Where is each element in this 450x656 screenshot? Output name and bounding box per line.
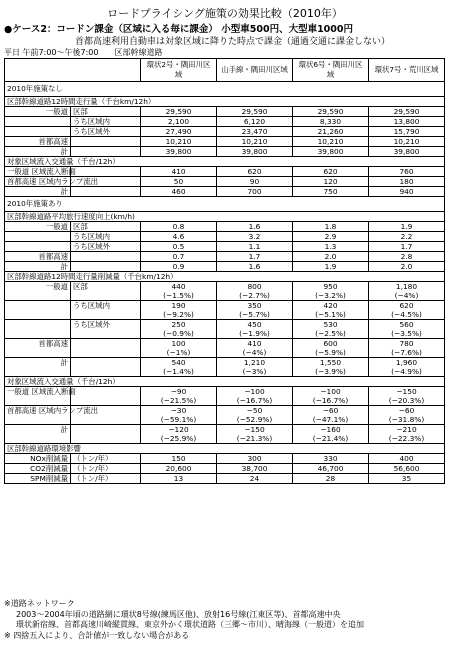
cell-value: 760 xyxy=(369,167,445,177)
cell-value: 0.8 xyxy=(141,222,217,232)
cell-value: 450 xyxy=(217,320,293,330)
cell-percent: (−16.7%) xyxy=(217,396,293,406)
note-network-line-2: 環状新宿線、首都高速川崎縦貫線、東京外かく環状道路（三郷～市川）、晴海線（一般道）を追加 xyxy=(16,620,364,629)
cell-value: 190 xyxy=(141,301,217,311)
row-label: 計 xyxy=(5,187,71,197)
note-network-heading: ※道路ネットワーク xyxy=(4,599,75,608)
cell-value: 27,490 xyxy=(141,127,217,137)
table-row xyxy=(5,406,445,416)
page-title: ロードプライシング施策の効果比較（2010年） xyxy=(107,7,343,20)
cell-value: 10,210 xyxy=(217,137,293,147)
row-label: 計 xyxy=(5,358,71,377)
cell-value: 2.9 xyxy=(293,232,369,242)
table-row xyxy=(5,301,445,311)
cell-value: 1,210 xyxy=(217,358,293,368)
table-row xyxy=(5,474,445,484)
cell-value: 530 xyxy=(293,320,369,330)
cell-percent: (−3.2%) xyxy=(293,291,369,301)
cell-value: 700 xyxy=(217,187,293,197)
cell-value: 940 xyxy=(369,187,445,197)
row-sublabel xyxy=(71,137,141,147)
cell-value: 39,800 xyxy=(217,147,293,157)
cell-value: 50 xyxy=(141,177,217,187)
cell-value: 39,800 xyxy=(369,147,445,157)
cell-value: 2.8 xyxy=(369,252,445,262)
table-row xyxy=(5,107,445,117)
group-title: 対象区域流入交通量（千台/12h） xyxy=(5,377,445,387)
cell-value: 10,210 xyxy=(369,137,445,147)
cell-value: 10,210 xyxy=(141,137,217,147)
column-header: 山手線・隅田川区域 xyxy=(217,59,293,82)
row-label: 首都高速 区域内ランプ流出 xyxy=(5,406,71,425)
row-label: 首都高速 xyxy=(5,252,71,262)
row-label xyxy=(5,232,71,242)
cell-value: 10,210 xyxy=(293,137,369,147)
group-title-row xyxy=(5,272,445,282)
row-label xyxy=(5,301,71,320)
cell-percent: (−21.3%) xyxy=(217,434,293,444)
row-label: 計 xyxy=(5,425,71,444)
row-label xyxy=(5,117,71,127)
row-sublabel: うち区域内 xyxy=(71,232,141,242)
table-row xyxy=(5,232,445,242)
table-row xyxy=(5,252,445,262)
group-title: 対象区域流入交通量（千台/12h） xyxy=(5,157,445,167)
cell-value: 800 xyxy=(217,282,293,292)
cell-percent: (−3.9%) xyxy=(293,367,369,377)
cell-value: 38,700 xyxy=(217,464,293,474)
cell-value: 400 xyxy=(369,454,445,464)
cell-value: 300 xyxy=(217,454,293,464)
section-heading: 2010年施策なし xyxy=(5,82,445,97)
row-label: 一般道 xyxy=(5,107,71,117)
row-label: 首都高速 区域内ランプ流出 xyxy=(5,177,71,187)
group-title-row xyxy=(5,157,445,167)
group-title-row xyxy=(5,97,445,107)
cell-percent: (−9.2%) xyxy=(141,310,217,320)
cell-value: −50 xyxy=(217,406,293,416)
cell-value: 420 xyxy=(293,301,369,311)
cell-value: −60 xyxy=(369,406,445,416)
cell-value: 46,700 xyxy=(293,464,369,474)
row-sublabel xyxy=(71,425,141,444)
table-row xyxy=(5,387,445,397)
cell-value: 620 xyxy=(369,301,445,311)
row-sublabel xyxy=(71,387,141,406)
table-row xyxy=(5,454,445,464)
cell-percent: (−3.5%) xyxy=(369,329,445,339)
cell-value: 1.9 xyxy=(293,262,369,272)
cell-value: 28 xyxy=(293,474,369,484)
cell-value: 410 xyxy=(141,167,217,177)
cell-value: 29,590 xyxy=(293,107,369,117)
cell-value: 29,590 xyxy=(369,107,445,117)
cell-value: 1,960 xyxy=(369,358,445,368)
table-row xyxy=(5,222,445,232)
cell-value: −150 xyxy=(217,425,293,435)
cell-percent: (−4%) xyxy=(369,291,445,301)
row-sublabel xyxy=(71,252,141,262)
cell-value: 8,330 xyxy=(293,117,369,127)
row-sublabel: うち区域外 xyxy=(71,127,141,137)
cell-percent: (−1%) xyxy=(141,348,217,358)
cell-value: 35 xyxy=(369,474,445,484)
row-sublabel: うち区域外 xyxy=(71,242,141,252)
cell-percent: (−1.5%) xyxy=(141,291,217,301)
cell-value: 330 xyxy=(293,454,369,464)
row-sublabel xyxy=(71,147,141,157)
cell-value: −160 xyxy=(293,425,369,435)
cell-percent: (−5.7%) xyxy=(217,310,293,320)
group-title-row xyxy=(5,377,445,387)
comparison-table-frame xyxy=(4,58,444,484)
cell-value: 3.2 xyxy=(217,232,293,242)
table-row xyxy=(5,464,445,474)
cell-value: 0.9 xyxy=(141,262,217,272)
table-row xyxy=(5,127,445,137)
cell-percent: (−47.1%) xyxy=(293,415,369,425)
row-sublabel: （トン/年） xyxy=(71,474,141,484)
cell-percent: (−59.1%) xyxy=(141,415,217,425)
cell-value: 1.7 xyxy=(217,252,293,262)
cell-value: −100 xyxy=(217,387,293,397)
cell-value: 56,600 xyxy=(369,464,445,474)
cell-value: 560 xyxy=(369,320,445,330)
column-header: 環状6号・隅田川区域 xyxy=(293,59,369,82)
table-row xyxy=(5,167,445,177)
cell-percent: (−3%) xyxy=(217,367,293,377)
row-label xyxy=(5,320,71,339)
cell-value: 950 xyxy=(293,282,369,292)
cell-value: −90 xyxy=(141,387,217,397)
cell-value: −100 xyxy=(293,387,369,397)
cell-percent: (−25.9%) xyxy=(141,434,217,444)
cell-value: 29,590 xyxy=(141,107,217,117)
section-heading: 2010年施策あり xyxy=(5,197,445,212)
cell-value: −210 xyxy=(369,425,445,435)
cell-value: 23,470 xyxy=(217,127,293,137)
cell-value: 250 xyxy=(141,320,217,330)
cell-percent: (−4.5%) xyxy=(369,310,445,320)
cell-value: 1.1 xyxy=(217,242,293,252)
table-row xyxy=(5,187,445,197)
cell-value: 39,800 xyxy=(141,147,217,157)
cell-value: 6,120 xyxy=(217,117,293,127)
group-title-row xyxy=(5,212,445,222)
table-row xyxy=(5,358,445,368)
row-label: SPM削減量 xyxy=(5,474,71,484)
cell-value: 410 xyxy=(217,339,293,349)
cell-value: −150 xyxy=(369,387,445,397)
table-row xyxy=(5,137,445,147)
header-blank xyxy=(5,59,141,82)
cell-value: 90 xyxy=(217,177,293,187)
cell-percent: (−16.7%) xyxy=(293,396,369,406)
time-info: 平日 午前7:00～午後7:00 区部幹線道路 xyxy=(4,48,163,57)
cell-value: 1.6 xyxy=(217,222,293,232)
cell-value: 100 xyxy=(141,339,217,349)
column-header: 環状2号・隅田川区域 xyxy=(141,59,217,82)
row-sublabel: 区部 xyxy=(71,107,141,117)
cell-value: 2,100 xyxy=(141,117,217,127)
cell-value: 1,550 xyxy=(293,358,369,368)
cell-value: 620 xyxy=(293,167,369,177)
row-label: 計 xyxy=(5,262,71,272)
cell-percent: (−0.9%) xyxy=(141,329,217,339)
note-rounding: ※ 四捨五入により、合計値が一致しない場合がある xyxy=(4,630,190,640)
cell-value: −120 xyxy=(141,425,217,435)
table-row xyxy=(5,339,445,349)
group-title: 区部幹線道路平均旅行速度向上(km/h) xyxy=(5,212,445,222)
row-label xyxy=(5,127,71,137)
cell-percent: (−1.9%) xyxy=(217,329,293,339)
cell-percent: (−52.9%) xyxy=(217,415,293,425)
group-title: 区部幹線道路12時間走行量（千台km/12h） xyxy=(5,97,445,107)
row-label: NOx削減量 xyxy=(5,454,71,464)
cell-percent: (−21.4%) xyxy=(293,434,369,444)
subtitle: 首都高速利用自動車は対象区域に降りた時点で課金（通過交通に課金しない） xyxy=(75,37,391,47)
cell-value: 2.2 xyxy=(369,232,445,242)
cell-value: 1.8 xyxy=(293,222,369,232)
cell-percent: (−2.7%) xyxy=(217,291,293,301)
row-sublabel: うち区域外 xyxy=(71,320,141,339)
case-line: ●ケース2：コードン課金（区域に入る毎に課金） 小型車500円、大型車1000円 xyxy=(4,24,354,35)
notes xyxy=(4,599,364,641)
cell-value: 21,260 xyxy=(293,127,369,137)
cell-value: 13 xyxy=(141,474,217,484)
row-sublabel xyxy=(71,167,141,177)
row-label: 一般道 区域流入断面 xyxy=(5,387,71,406)
note-network-line-1: 2003～2004年頃の道路網に環状8号線(練馬区他)、放射16号線(江東区等)、首都高速中央 xyxy=(16,609,341,619)
cell-value: 1.7 xyxy=(369,242,445,252)
cell-percent: (−5.9%) xyxy=(293,348,369,358)
cell-value: 750 xyxy=(293,187,369,197)
row-label: CO2削減量 xyxy=(5,464,71,474)
table-row xyxy=(5,320,445,330)
cell-value: 2.0 xyxy=(293,252,369,262)
cell-value: 39,800 xyxy=(293,147,369,157)
header-row xyxy=(5,59,445,82)
cell-value: 150 xyxy=(141,454,217,464)
cell-percent: (−7.6%) xyxy=(369,348,445,358)
table-row xyxy=(5,282,445,292)
cell-value: 350 xyxy=(217,301,293,311)
section-heading-row xyxy=(5,82,445,97)
row-sublabel: 区部 xyxy=(71,222,141,232)
row-sublabel: （トン/年） xyxy=(71,464,141,474)
cell-value: 0.7 xyxy=(141,252,217,262)
table-row xyxy=(5,177,445,187)
cell-value: 13,800 xyxy=(369,117,445,127)
group-title: 区部幹線道路環境影響 xyxy=(5,444,445,454)
row-sublabel: （トン/年） xyxy=(71,454,141,464)
row-label: 一般道 xyxy=(5,222,71,232)
cell-percent: (−4%) xyxy=(217,348,293,358)
row-label: 一般道 区域流入断面 xyxy=(5,167,71,177)
row-sublabel xyxy=(71,262,141,272)
row-label: 首都高速 xyxy=(5,137,71,147)
row-sublabel xyxy=(71,339,141,358)
cell-value: 20,600 xyxy=(141,464,217,474)
cell-value: 600 xyxy=(293,339,369,349)
group-title-row xyxy=(5,444,445,454)
table-row xyxy=(5,425,445,435)
row-sublabel xyxy=(71,187,141,197)
cell-percent: (−2.5%) xyxy=(293,329,369,339)
cell-value: 780 xyxy=(369,339,445,349)
table-row xyxy=(5,262,445,272)
cell-percent: (−4.9%) xyxy=(369,367,445,377)
row-sublabel: うち区域内 xyxy=(71,117,141,127)
row-sublabel xyxy=(71,358,141,377)
cell-value: 460 xyxy=(141,187,217,197)
cell-percent: (−21.5%) xyxy=(141,396,217,406)
cell-percent: (−22.3%) xyxy=(369,434,445,444)
cell-value: 1.3 xyxy=(293,242,369,252)
table-row xyxy=(5,242,445,252)
cell-value: 440 xyxy=(141,282,217,292)
row-sublabel: 区部 xyxy=(71,282,141,301)
cell-value: 4.6 xyxy=(141,232,217,242)
cell-value: −30 xyxy=(141,406,217,416)
cell-value: 620 xyxy=(217,167,293,177)
cell-percent: (−1.4%) xyxy=(141,367,217,377)
row-label: 計 xyxy=(5,147,71,157)
cell-value: 120 xyxy=(293,177,369,187)
group-title: 区部幹線道路12時間走行量削減量（千台km/12h） xyxy=(5,272,445,282)
column-header: 環状7号・荒川区域 xyxy=(369,59,445,82)
table-row xyxy=(5,117,445,127)
row-label xyxy=(5,242,71,252)
table-row xyxy=(5,147,445,157)
cell-value: 540 xyxy=(141,358,217,368)
cell-value: −60 xyxy=(293,406,369,416)
cell-value: 15,790 xyxy=(369,127,445,137)
comparison-table xyxy=(4,58,445,484)
cell-value: 1.6 xyxy=(217,262,293,272)
row-sublabel: うち区域内 xyxy=(71,301,141,320)
section-heading-row xyxy=(5,197,445,212)
cell-value: 180 xyxy=(369,177,445,187)
cell-percent: (−31.8%) xyxy=(369,415,445,425)
row-label: 首都高速 xyxy=(5,339,71,358)
row-label: 一般道 xyxy=(5,282,71,301)
cell-percent: (−20.3%) xyxy=(369,396,445,406)
cell-value: 24 xyxy=(217,474,293,484)
cell-value: 1.9 xyxy=(369,222,445,232)
cell-value: 0.5 xyxy=(141,242,217,252)
cell-value: 2.0 xyxy=(369,262,445,272)
cell-value: 1,180 xyxy=(369,282,445,292)
cell-value: 29,590 xyxy=(217,107,293,117)
cell-percent: (−5.1%) xyxy=(293,310,369,320)
